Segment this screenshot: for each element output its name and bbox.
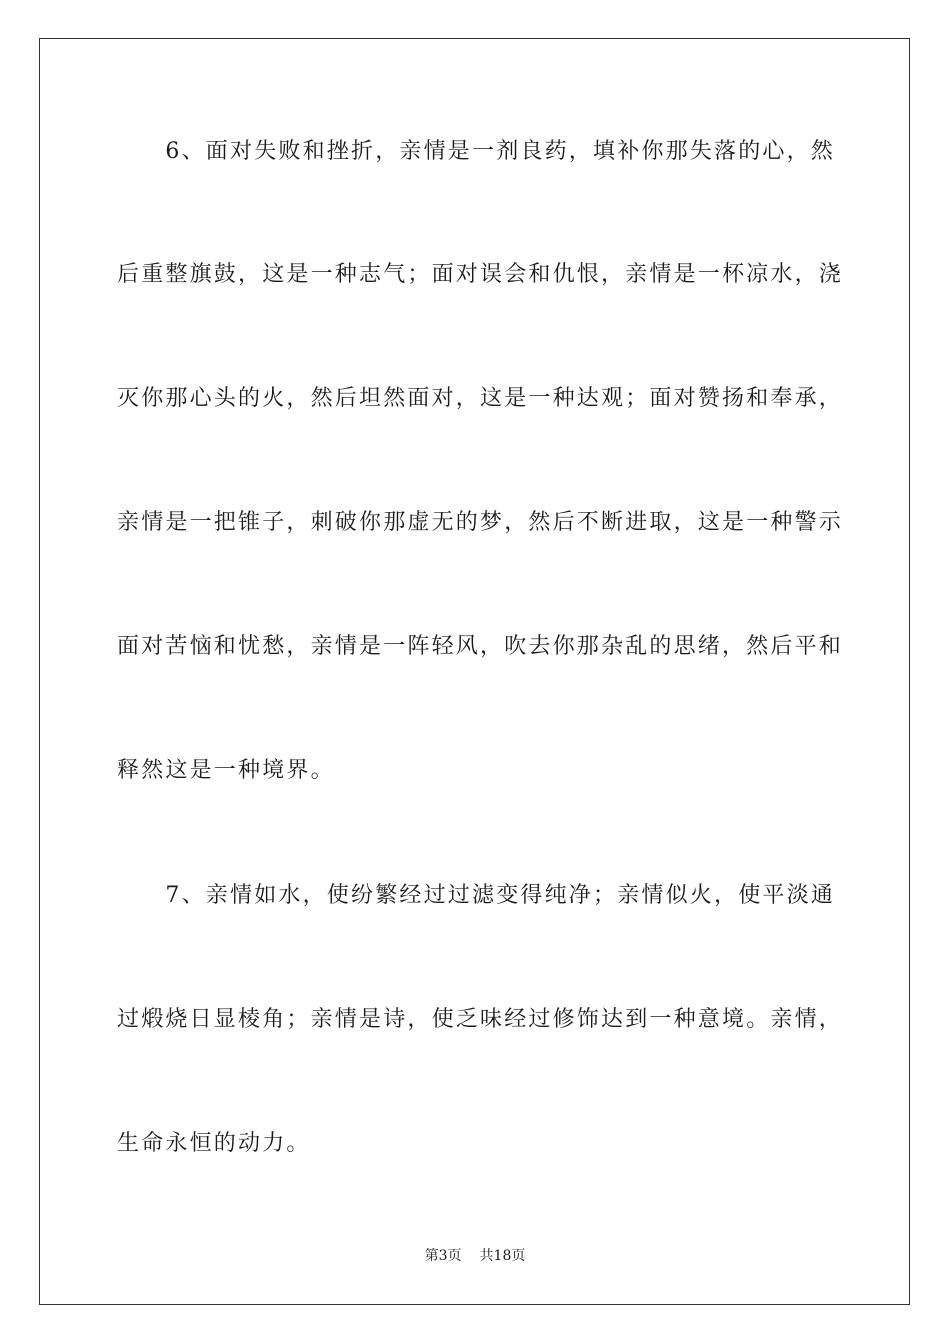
paragraph-6-line-6: 释然这是一种境界。: [117, 758, 335, 783]
page-footer: [0, 1247, 950, 1265]
paragraph-7-line-2: 过煅烧日显棱角；亲情是诗，使乏味经过修饰达到一种意境。亲情，: [117, 1007, 844, 1032]
paragraph-7-line-1: 7、亲情如水，使纷繁经过过滤变得纯净；亲情似火，使平淡通: [117, 883, 835, 908]
paragraph-6-line-2: 后重整旗鼓，这是一种志气；面对误会和仇恨，亲情是一杯凉水，浇: [117, 262, 844, 287]
paragraph-6-line-5: 面对苦恼和忧愁，亲情是一阵轻风，吹去你那杂乱的思绪，然后平和: [117, 634, 844, 659]
paragraph-6-line-1: 6、面对失败和挫折，亲情是一剂良药，填补你那失落的心，然: [117, 139, 835, 164]
page-number: 第3页: [424, 1248, 462, 1264]
total-pages: 共18页: [479, 1248, 526, 1264]
page-border: [39, 38, 910, 1305]
paragraph-6-line-3: 灭你那心头的火，然后坦然面对，这是一种达观；面对赞扬和奉承，: [117, 386, 844, 411]
paragraph-7-line-3: 生命永恒的动力。: [117, 1131, 311, 1156]
paragraph-6-line-4: 亲情是一把锥子，刺破你那虚无的梦，然后不断进取，这是一种警示: [117, 510, 844, 535]
